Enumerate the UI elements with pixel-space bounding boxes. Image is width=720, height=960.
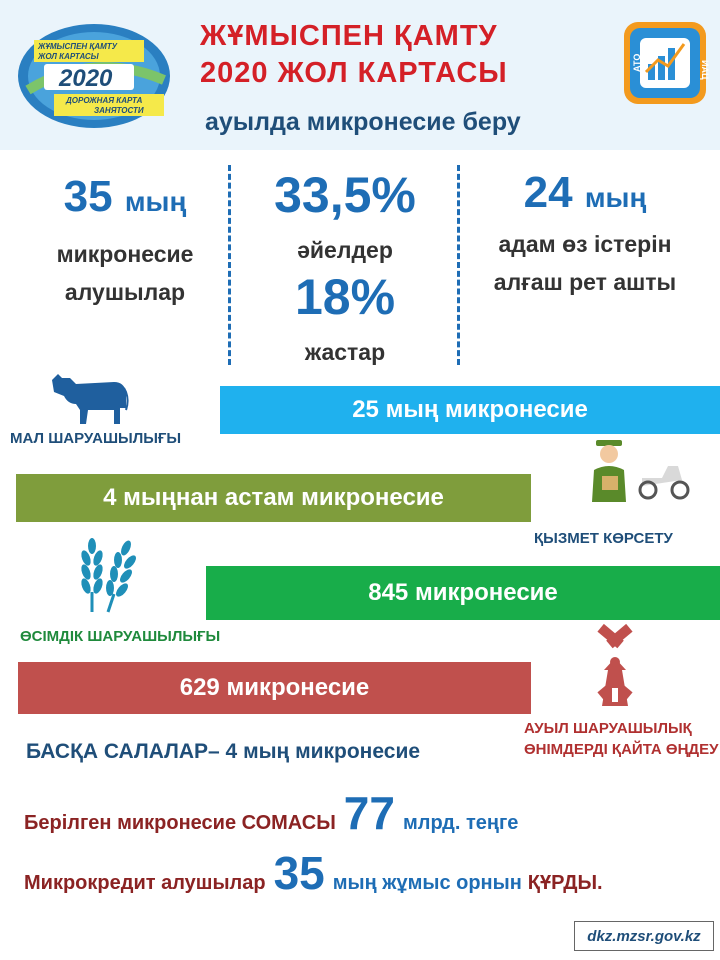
divider-2 (457, 165, 460, 365)
title-line-1: ЖҰМЫСПЕН ҚАМТУ (200, 20, 498, 52)
jobs-row (24, 846, 603, 900)
wheat-icon (70, 536, 150, 612)
stat-startups-unit: мың (584, 182, 647, 213)
stat-women-value: 33,5% (274, 167, 416, 223)
stat-startups-value (480, 168, 690, 218)
stat-recipients-value (40, 172, 210, 222)
total-sum-value: 77 (343, 787, 395, 839)
bar-processing-text: 629 микронесие (179, 674, 370, 701)
bar-crops (206, 566, 720, 620)
total-sum-row (24, 786, 518, 840)
bar-crops-text: 845 микронесие (368, 579, 558, 606)
label-processing-2: ӨНІМДЕРДІ ҚАЙТА ӨҢДЕУ (524, 741, 719, 758)
total-sum-prefix: Берілген микронесие СОМАСЫ (24, 812, 336, 834)
roadmap-2020-logo (14, 20, 174, 130)
stat-recipients-number: 35 (63, 172, 113, 221)
jobs-value: 35 (273, 847, 325, 899)
stat-recipients-unit: мың (124, 186, 187, 217)
stat-startups-label-1: адам өз істерін (498, 231, 672, 257)
logo-text-3: ДОРОЖНАЯ КАРТА (66, 96, 143, 105)
page-subtitle: ауылда микронесие беру (205, 108, 521, 136)
jobs-suffix-end: ҚҰРДЫ. (527, 872, 603, 894)
header-band (0, 0, 720, 150)
bar-services-text: 4 мыңнан астам микронесие (103, 484, 444, 511)
total-sum-suffix: млрд. теңге (402, 812, 519, 834)
courier-icon (582, 436, 694, 502)
stat-recipients-label-2: алушылар (64, 279, 186, 305)
logo-ato-text: АТО (632, 53, 642, 72)
stat-recipients-label-1: микронесие (56, 241, 194, 267)
label-processing-1: АУЫЛ ШАРУАШЫЛЫҚ (524, 720, 692, 737)
logo-iac-text: ИАЦ (700, 60, 710, 80)
logo-year: 2020 (59, 65, 113, 92)
ato-iac-logo (624, 22, 710, 104)
stat-startups-number: 24 (523, 168, 573, 217)
label-livestock: МАЛ ШАРУАШЫЛЫҒЫ (10, 430, 182, 447)
title-line-2: 2020 ЖОЛ КАРТАСЫ (200, 57, 508, 89)
logo-text-1: ЖҰМЫСПЕН ҚАМТУ (38, 42, 118, 51)
stat-youth-label: жастар (304, 339, 386, 365)
bar-livestock-text: 25 мың микронесие (352, 396, 588, 423)
logo-text-2: ЖОЛ КАРТАСЫ (38, 52, 99, 61)
cow-icon (48, 370, 130, 426)
bar-services (16, 474, 531, 522)
logo-text-4: ЗАНЯТОСТИ (94, 106, 144, 115)
stat-women-label: әйелдер (297, 237, 393, 263)
stat-startups-label-2: алғаш рет ашты (493, 269, 677, 295)
stat-youth-value: 18% (294, 269, 396, 325)
other-sectors: БАСҚА САЛАЛАР– 4 мың микронесие (26, 740, 421, 763)
source-url[interactable]: dkz.mzsr.gov.kz (574, 921, 714, 951)
label-crops: ӨСІМДІК ШАРУАШЫЛЫҒЫ (20, 628, 221, 645)
bar-livestock (220, 386, 720, 434)
windmill-icon (574, 624, 656, 706)
bar-processing (18, 662, 531, 714)
divider-1 (228, 165, 231, 365)
jobs-suffix: мың жұмыс орнын (332, 872, 522, 894)
jobs-prefix: Микрокредит алушылар (24, 872, 266, 894)
label-services: ҚЫЗМЕТ КӨРСЕТУ (534, 530, 673, 547)
